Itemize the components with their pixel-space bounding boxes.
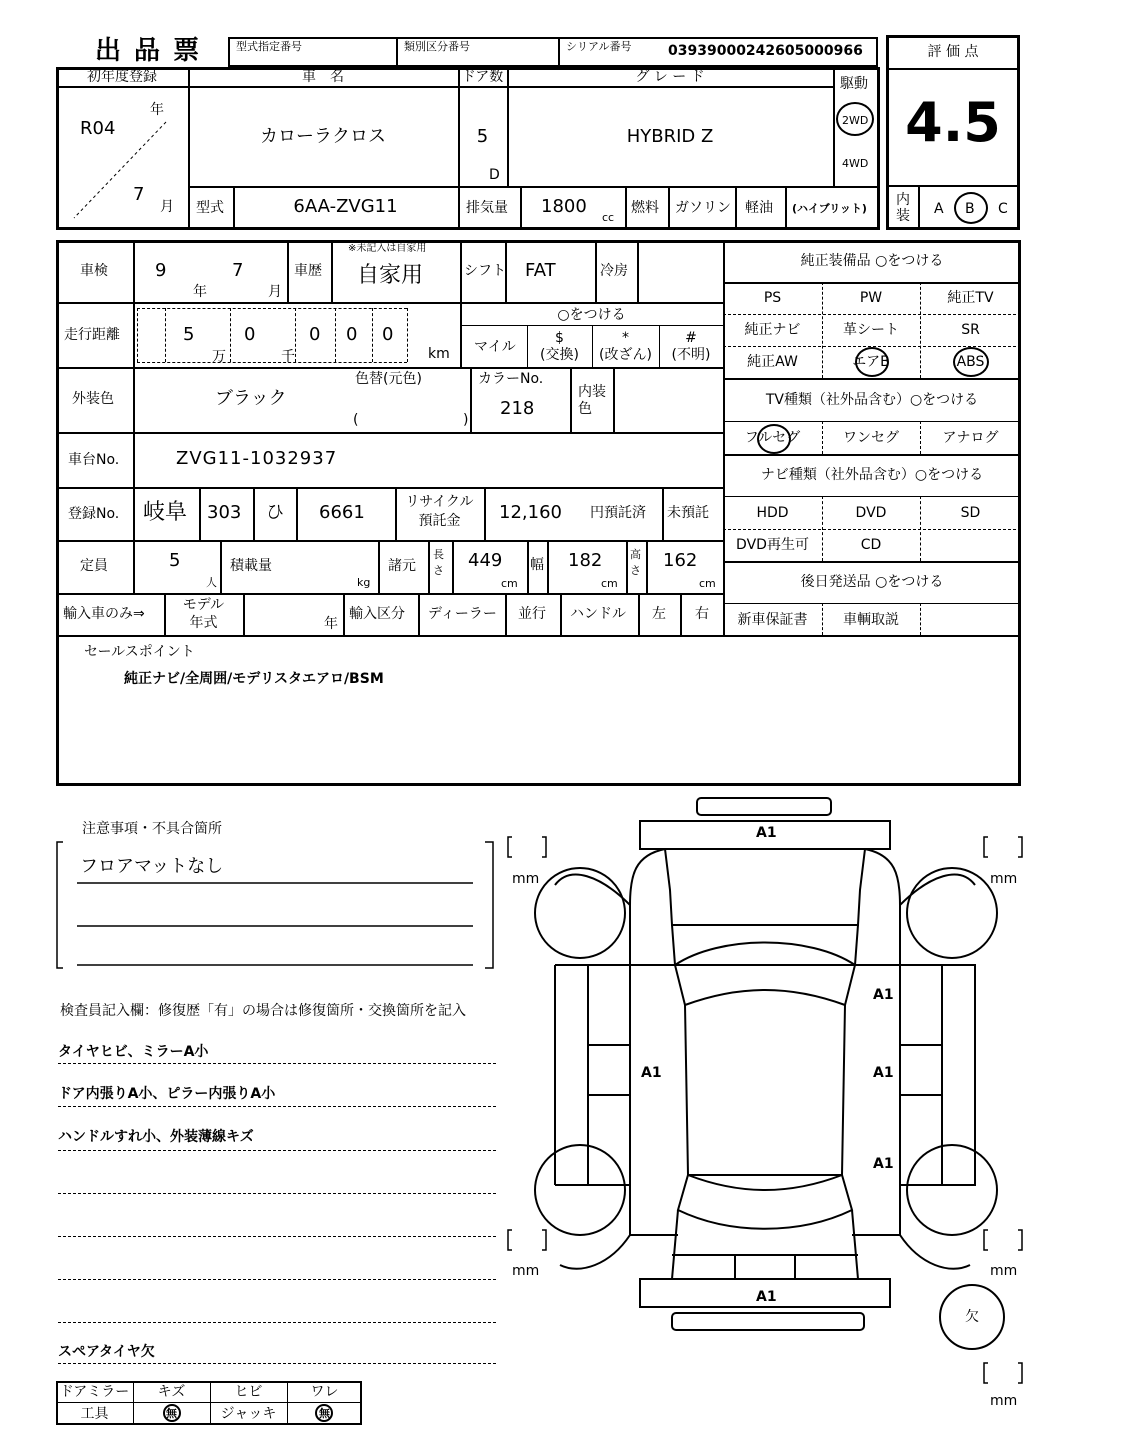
mileage-mile: マイル [474, 339, 516, 355]
handle-right: 右 [695, 606, 709, 622]
later-warranty: 新車保証書 [737, 612, 808, 628]
fullseg-circle [757, 424, 791, 454]
drive-2wd-circle [836, 102, 874, 136]
mileage-digit-5: 0 [382, 324, 394, 345]
recycle-label-1: リサイクル [405, 494, 474, 510]
width-label: 幅 [530, 557, 544, 573]
model-year-label-2: 年式 [189, 615, 218, 631]
navi-dvd: DVD [855, 505, 887, 521]
tools-value: 無 [166, 1407, 177, 1420]
scratch-label: キズ [157, 1384, 186, 1400]
plate-area: 岐阜 [143, 500, 188, 525]
chassis-label: 車台No. [68, 452, 120, 468]
interior-a: A [934, 201, 944, 217]
sales-text: 純正ナビ/全周囲/モデリスタエアロ/BSM [124, 671, 384, 687]
navi-hdd: HDD [756, 505, 789, 521]
equip-navi: 純正ナビ [744, 322, 801, 338]
right-rear-grade: A1 [873, 1156, 894, 1172]
mm-rear-right: mm [990, 1263, 1018, 1279]
displacement-unit: cc [602, 211, 615, 224]
inspector-line-3: ハンドルすれ小、外装薄線キズ [58, 1129, 254, 1145]
interior-label: 内装 [896, 192, 910, 224]
grade-value: HYBRID Z [626, 126, 714, 147]
navi-title: ナビ種類（社外品含む）○をつける [760, 467, 984, 483]
mileage-digit-2: 0 [244, 324, 256, 345]
right-fender-grade: A1 [873, 987, 894, 1003]
tv-fullseg: フルセグ [744, 430, 801, 446]
tools-circle [163, 1404, 181, 1422]
drive-2wd: 2WD [842, 114, 869, 127]
history-label: 車歴 [294, 263, 322, 279]
navi-sd: SD [960, 505, 981, 521]
later-manual: 車輌取説 [843, 612, 899, 628]
inspector-label: 検査員記入欄：修復歴「有」の場合は修復箇所・交換箇所を記入 [60, 1003, 466, 1019]
notes-label: 注意事項・不具合箇所 [82, 821, 222, 837]
model-year-label-1: モデル [182, 597, 225, 613]
shaken-month-unit: 月 [268, 284, 282, 300]
history-value: 自家用 [357, 263, 424, 288]
abs-circle [953, 347, 989, 377]
dims-label: 諸元 [388, 558, 416, 574]
import-class-label: 輸入区分 [349, 606, 405, 622]
jack-circle [315, 1404, 333, 1422]
inspector-line-2: ドア内張りA小、ピラー内張りA小 [58, 1086, 276, 1102]
handle-label: ハンドル [570, 606, 626, 622]
jack-label: ジャッキ [220, 1406, 277, 1422]
page-title: 出 品 票 [95, 36, 202, 66]
repaint-paren-open: ( [353, 412, 359, 428]
repaint-paren-close: ) [463, 412, 469, 428]
width-value: 182 [568, 550, 603, 571]
length-value: 449 [468, 550, 503, 571]
equip-abs: ABS [956, 354, 985, 370]
length-label: 長さ [433, 548, 444, 577]
mileage-man: 万 [212, 349, 226, 365]
inspector-line-1: タイヤヒビ、ミラーA小 [58, 1044, 209, 1060]
front-bumper-grade: A1 [756, 825, 777, 841]
height-unit: cm [699, 577, 716, 590]
equip-ps: PS [763, 290, 782, 306]
equip-airbag: エアB [852, 354, 890, 370]
shaken-year-unit: 年 [193, 284, 207, 300]
mm-rear-left: mm [512, 1263, 540, 1279]
right-door-grade: A1 [873, 1065, 894, 1081]
mileage-label: 走行距離 [64, 327, 120, 343]
shaken-month: 7 [232, 260, 244, 281]
score-label: 評 価 点 [927, 44, 979, 60]
equip-title: 純正装備品 ○をつける [800, 253, 944, 269]
color-code-label: カラーNo. [478, 371, 544, 387]
plate-number: 6661 [319, 502, 365, 523]
door-label: ドア数 [461, 69, 504, 85]
navi-dvd-play: DVD再生可 [736, 537, 809, 553]
drive-label: 駆動 [840, 76, 868, 92]
color-code-value: 218 [500, 398, 535, 419]
mileage-mark-note: ○をつける [557, 307, 626, 323]
ext-color-value: ブラック [215, 388, 287, 409]
model-year-unit: 年 [324, 616, 338, 632]
door-value: 5 [476, 126, 489, 147]
mileage-sen: 千 [281, 349, 295, 365]
door-unit: D [489, 167, 500, 183]
serial-value: 03939000242605000966 [668, 43, 863, 59]
interior-b-circle [954, 192, 988, 224]
tamper-label: (改ざん) [599, 347, 652, 363]
recycle-label-2: 預託金 [418, 513, 461, 529]
import-parallel: 並行 [518, 606, 546, 622]
mileage-digit-3: 0 [309, 324, 321, 345]
shaken-label: 車検 [80, 263, 108, 279]
grade-label: グ レ ー ド [635, 69, 705, 85]
load-unit: kg [357, 576, 371, 589]
import-dealer: ディーラー [428, 606, 497, 622]
plate-class: 303 [207, 502, 242, 523]
left-door-grade: A1 [641, 1065, 662, 1081]
mileage-digit-4: 0 [346, 324, 358, 345]
tv-title: TV種類（社外品含む）○をつける [765, 392, 979, 408]
fuel-hybrid: (ハイブリット) [792, 202, 867, 215]
load-label: 積載量 [230, 558, 272, 574]
shift-value: FAT [525, 260, 556, 281]
rear-bumper-grade: A1 [756, 1289, 777, 1305]
handle-left: 左 [652, 606, 666, 622]
height-value: 162 [663, 550, 698, 571]
history-note: ※未記入は自家用 [348, 243, 427, 254]
tv-analog: アナログ [942, 430, 999, 446]
car-name-value: カローラクロス [260, 126, 386, 147]
tv-oneseg: ワンセグ [843, 430, 899, 446]
recycle-deposited: 円預託済 [590, 505, 646, 521]
unknown-label: (不明) [671, 347, 711, 363]
length-unit: cm [501, 577, 518, 590]
crack-label: ヒビ [234, 1384, 263, 1400]
interior-b: B [965, 201, 975, 217]
category-label: 類別区分番号 [404, 40, 470, 53]
ext-color-label: 外装色 [72, 391, 114, 407]
equip-pw: PW [859, 290, 883, 306]
swap-label: (交換) [540, 347, 579, 363]
chassis-value: ZVG11-1032937 [176, 448, 338, 469]
jack-value: 無 [319, 1407, 330, 1420]
capacity-label: 定員 [80, 558, 108, 574]
swap-symbol: $ [555, 330, 564, 346]
capacity-value: 5 [169, 550, 181, 571]
score-value: 4.5 [905, 91, 1001, 154]
drive-4wd: 4WD [842, 157, 869, 170]
equip-aw: 純正AW [747, 354, 798, 370]
mm-front-right: mm [990, 871, 1018, 887]
displacement-label: 排気量 [466, 200, 508, 216]
shaken-year: 9 [155, 260, 167, 281]
unknown-symbol: # [685, 330, 697, 346]
model-value: 6AA-ZVG11 [293, 196, 398, 217]
fuel-label: 燃料 [631, 200, 659, 216]
equip-sr: SR [961, 322, 980, 338]
import-label: 輸入車のみ⇒ [63, 606, 145, 622]
mileage-km: km [428, 346, 450, 362]
int-color-label: 内装色 [578, 384, 606, 417]
model-cert-label: 型式指定番号 [236, 40, 302, 53]
mm-spare: mm [990, 1393, 1018, 1409]
break-label: ワレ [310, 1384, 339, 1400]
equip-tv: 純正TV [947, 290, 994, 306]
airbag-circle [855, 347, 889, 377]
recycle-not-deposited: 未預託 [667, 505, 709, 521]
interior-c: C [998, 201, 1008, 217]
sales-label: セールスポイント [84, 644, 195, 660]
navi-cd: CD [860, 537, 882, 553]
recycle-value: 12,160 [499, 502, 562, 523]
plate-kana: ひ [266, 502, 284, 523]
first-reg-value: R04 [80, 118, 116, 139]
spare-missing: 欠 [965, 1309, 979, 1325]
fuel-gasoline: ガソリン [675, 200, 731, 216]
height-label: 高さ [630, 548, 641, 577]
plate-label: 登録No. [68, 506, 120, 522]
ac-label: 冷房 [600, 263, 628, 279]
fuel-diesel: 軽油 [745, 200, 773, 216]
car-diagram [500, 795, 1030, 1395]
mileage-digit-1: 5 [183, 324, 195, 345]
reg-year-unit: 年 [150, 102, 164, 118]
equip-leather: 革シート [843, 322, 899, 338]
capacity-unit: 人 [206, 576, 217, 589]
width-unit: cm [601, 577, 618, 590]
serial-label: シリアル番号 [566, 40, 632, 53]
later-title: 後日発送品 ○をつける [800, 574, 944, 590]
model-label: 型式 [196, 200, 224, 216]
shift-label: シフト [464, 263, 506, 279]
mm-front-left: mm [512, 871, 540, 887]
tamper-symbol: * [622, 330, 629, 346]
door-mirror-label: ドアミラー [59, 1384, 130, 1400]
reg-month-value: 7 [133, 184, 145, 205]
tools-label: 工具 [80, 1406, 109, 1422]
reg-month-unit: 月 [160, 199, 174, 215]
inspector-line-8: スペアタイヤ欠 [58, 1344, 155, 1360]
displacement-value: 1800 [541, 196, 587, 217]
repaint-label: 色替(元色) [355, 371, 422, 387]
reg-slash [70, 118, 170, 222]
car-name-label: 車 名 [302, 69, 344, 85]
first-reg-label: 初年度登録 [87, 69, 157, 85]
notes-line-1: フロアマットなし [80, 856, 224, 877]
